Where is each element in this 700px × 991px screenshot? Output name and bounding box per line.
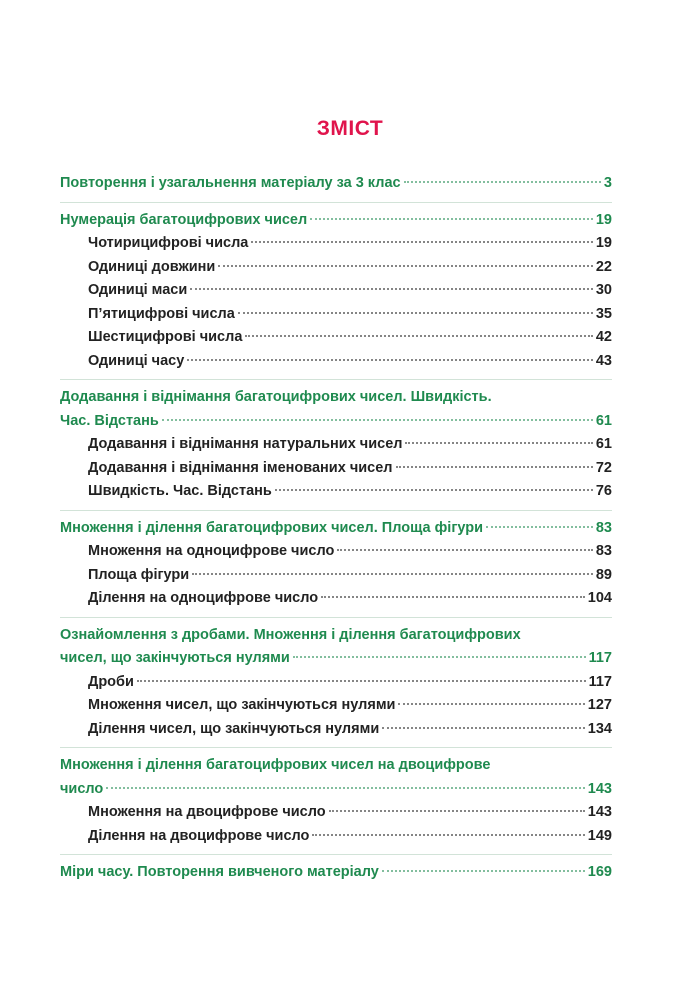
table-of-contents bbox=[60, 172, 612, 886]
section-heading-title: Множення і ділення багатоцифрових чисел. Площа фігури bbox=[60, 519, 484, 536]
dot-leader bbox=[106, 787, 585, 789]
section-heading-title: Повторення і узагальнення матеріалу за 3 клас bbox=[60, 175, 401, 191]
toc-entry[interactable] bbox=[60, 232, 612, 256]
toc-entry-title: Швидкість. Час. Відстань bbox=[88, 483, 272, 499]
dot-leader bbox=[162, 419, 593, 421]
toc-section bbox=[60, 510, 612, 611]
dot-leader bbox=[337, 549, 593, 551]
section-heading-line[interactable]: Множення і ділення багатоцифрових чисел на двоцифрове bbox=[60, 757, 491, 773]
toc-entry[interactable] bbox=[60, 326, 612, 350]
toc-entry[interactable] bbox=[60, 256, 612, 280]
toc-entry-title: Ділення на двоцифрове число bbox=[88, 827, 310, 844]
toc-entry-title: Одиниці часу bbox=[88, 352, 185, 369]
toc-entry[interactable] bbox=[60, 480, 612, 504]
page-number: 76 bbox=[595, 483, 612, 499]
toc-entry[interactable] bbox=[60, 801, 612, 825]
dot-leader bbox=[321, 596, 585, 598]
dot-leader bbox=[396, 466, 593, 468]
section-heading[interactable] bbox=[60, 172, 612, 196]
dot-leader bbox=[218, 265, 593, 267]
toc-entry-title: Одиниці маси bbox=[88, 282, 188, 298]
page-number: 134 bbox=[587, 720, 612, 737]
page-number: 3 bbox=[603, 175, 612, 191]
toc-section bbox=[60, 747, 612, 848]
toc-section bbox=[60, 202, 612, 374]
dot-leader bbox=[137, 680, 586, 682]
toc-entry-title: Дроби bbox=[88, 673, 134, 690]
section-heading[interactable] bbox=[60, 410, 612, 434]
page-number: 169 bbox=[587, 864, 612, 880]
page-number: 117 bbox=[588, 650, 612, 666]
dot-leader bbox=[382, 727, 585, 729]
page-number: 143 bbox=[587, 780, 612, 797]
page-number: 72 bbox=[595, 459, 612, 476]
section-heading[interactable] bbox=[60, 861, 612, 885]
dot-leader bbox=[251, 241, 593, 243]
toc-entry[interactable] bbox=[60, 279, 612, 303]
toc-entry-title: Ділення чисел, що закінчуються нулями bbox=[88, 720, 380, 737]
section-heading[interactable] bbox=[60, 209, 612, 233]
section-heading-title: Час. Відстань bbox=[60, 412, 159, 429]
page-number: 42 bbox=[595, 329, 612, 345]
dot-leader bbox=[398, 703, 584, 705]
section-heading-title: Міри часу. Повторення вивченого матеріалу bbox=[60, 864, 379, 880]
dot-leader bbox=[190, 288, 593, 290]
toc-entry[interactable] bbox=[60, 457, 612, 481]
page-number: 22 bbox=[595, 258, 612, 275]
toc-entry-title: Площа фігури bbox=[88, 566, 190, 583]
dot-leader bbox=[275, 489, 593, 491]
toc-entry-title: Чотирицифрові числа bbox=[88, 235, 249, 251]
page-number: 143 bbox=[587, 804, 612, 820]
page-number: 83 bbox=[595, 519, 612, 536]
dot-leader bbox=[405, 442, 592, 444]
toc-entry[interactable] bbox=[60, 564, 612, 588]
page-number: 104 bbox=[587, 590, 612, 606]
page-number: 117 bbox=[588, 673, 612, 690]
page-number: 149 bbox=[587, 827, 612, 844]
section-heading-line[interactable]: Ознайомлення з дробами. Множення і ділення багатоцифрових bbox=[60, 626, 521, 643]
section-heading-title: число bbox=[60, 780, 104, 797]
toc-entry[interactable] bbox=[60, 694, 612, 718]
toc-entry-title: Додавання і віднімання іменованих чисел bbox=[88, 459, 393, 476]
section-heading-line[interactable]: Додавання і віднімання багатоцифрових чисел. Швидкість. bbox=[60, 389, 492, 405]
toc-entry[interactable] bbox=[60, 433, 612, 457]
toc-entry-title: Одиниці довжини bbox=[88, 258, 216, 275]
toc-entry[interactable] bbox=[60, 303, 612, 327]
toc-entry[interactable] bbox=[60, 825, 612, 849]
dot-leader bbox=[293, 656, 586, 658]
page-number: 43 bbox=[595, 352, 612, 369]
toc-section bbox=[60, 172, 612, 196]
toc-entry-title: Шестицифрові числа bbox=[88, 329, 243, 345]
toc-entry-title: Множення на одноцифрове число bbox=[88, 543, 335, 559]
toc-entry-title: Множення на двоцифрове число bbox=[88, 804, 326, 820]
dot-leader bbox=[238, 312, 593, 314]
dot-leader bbox=[382, 870, 585, 872]
page-number: 35 bbox=[595, 305, 612, 322]
dot-leader bbox=[329, 810, 585, 812]
toc-entry-title: Ділення на одноцифрове число bbox=[88, 590, 319, 606]
page-title: ЗМІСТ bbox=[316, 117, 384, 140]
toc-section bbox=[60, 379, 612, 504]
page-number: 127 bbox=[587, 697, 612, 713]
toc-entry-title: Додавання і віднімання натуральних чисел bbox=[88, 436, 403, 452]
section-heading[interactable] bbox=[60, 647, 612, 671]
dot-leader bbox=[486, 526, 593, 528]
dot-leader bbox=[245, 335, 592, 337]
toc-section bbox=[60, 854, 612, 885]
toc-entry[interactable] bbox=[60, 587, 612, 611]
page-number: 83 bbox=[595, 543, 612, 559]
page-number: 19 bbox=[595, 235, 612, 251]
toc-entry[interactable] bbox=[60, 350, 612, 374]
dot-leader bbox=[192, 573, 593, 575]
toc-entry[interactable] bbox=[60, 540, 612, 564]
section-heading-title: чисел, що закінчуються нулями bbox=[60, 650, 290, 666]
section-heading-title: Нумерація багатоцифрових чисел bbox=[60, 211, 308, 228]
dot-leader bbox=[310, 218, 593, 220]
toc-section bbox=[60, 617, 612, 742]
page-number: 19 bbox=[595, 211, 612, 228]
toc-entry[interactable] bbox=[60, 671, 612, 695]
page-number: 30 bbox=[595, 282, 612, 298]
page-number: 89 bbox=[595, 566, 612, 583]
page-number: 61 bbox=[595, 436, 612, 452]
section-heading[interactable] bbox=[60, 517, 612, 541]
toc-entry-title: П’ятицифрові числа bbox=[88, 305, 235, 322]
dot-leader bbox=[312, 834, 584, 836]
dot-leader bbox=[187, 359, 593, 361]
toc-entry-title: Множення чисел, що закінчуються нулями bbox=[88, 697, 396, 713]
dot-leader bbox=[404, 181, 601, 183]
section-heading[interactable] bbox=[60, 778, 612, 802]
page-number: 61 bbox=[595, 412, 612, 429]
toc-entry[interactable] bbox=[60, 718, 612, 742]
